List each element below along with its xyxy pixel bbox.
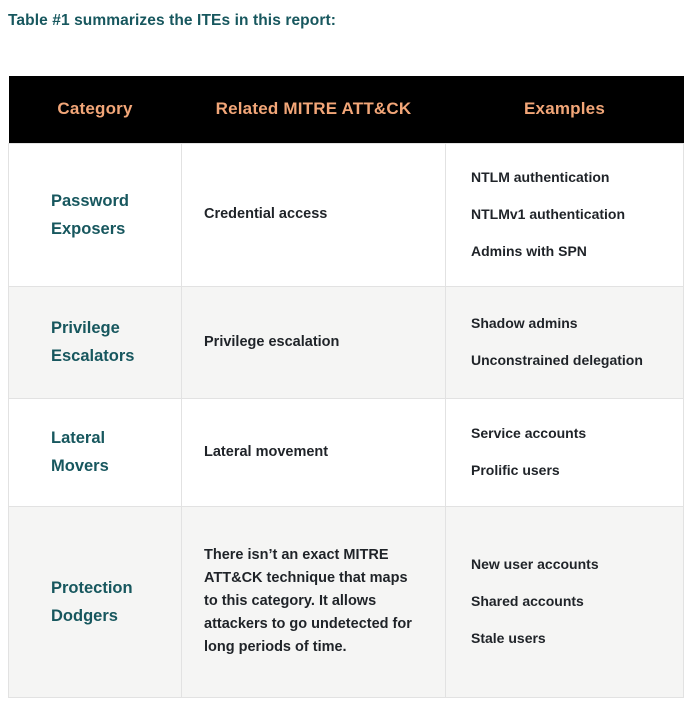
examples-cell [446,286,684,398]
mitre-cell: Lateral movement [182,398,446,506]
example-item: Prolific users [471,462,560,478]
mitre-cell: Credential access [182,143,446,286]
column-header-mitre: Related MITRE ATT&CK [182,76,446,143]
table-row [9,143,684,286]
example-item: Service accounts [471,425,587,441]
category-label: Privilege Escalators [51,319,135,365]
table-header-row [9,76,684,143]
category-cell [9,286,182,398]
example-item: Stale users [471,630,546,646]
category-cell [9,143,182,286]
mitre-cell: There isn’t an exact MITRE ATT&CK technique that maps to this category. It allows attackers to go undetected for long periods of time. [182,506,446,697]
category-label: Lateral Movers [51,429,109,475]
example-item: Shadow admins [471,315,578,331]
category-label: Protection Dodgers [51,578,133,625]
category-cell [9,398,182,506]
example-item: New user accounts [471,556,599,572]
examples-cell [446,506,684,697]
example-item: Shared accounts [471,593,584,609]
category-label: Password Exposers [51,191,129,238]
examples-cell [446,143,684,286]
column-header-examples: Examples [446,76,684,143]
ite-summary-table [8,76,684,698]
page-title: Table #1 summarizes the ITEs in this report: [8,12,336,29]
column-header-category: Category [9,76,182,143]
example-item: Unconstrained delegation [471,352,643,368]
table-row [9,398,684,506]
example-item: Admins with SPN [471,243,587,259]
mitre-cell: Privilege escalation [182,286,446,398]
examples-cell [446,398,684,506]
category-cell [9,506,182,697]
table-row [9,286,684,398]
table-row [9,506,684,697]
example-item: NTLMv1 authentication [471,206,626,222]
example-item: NTLM authentication [471,169,610,185]
